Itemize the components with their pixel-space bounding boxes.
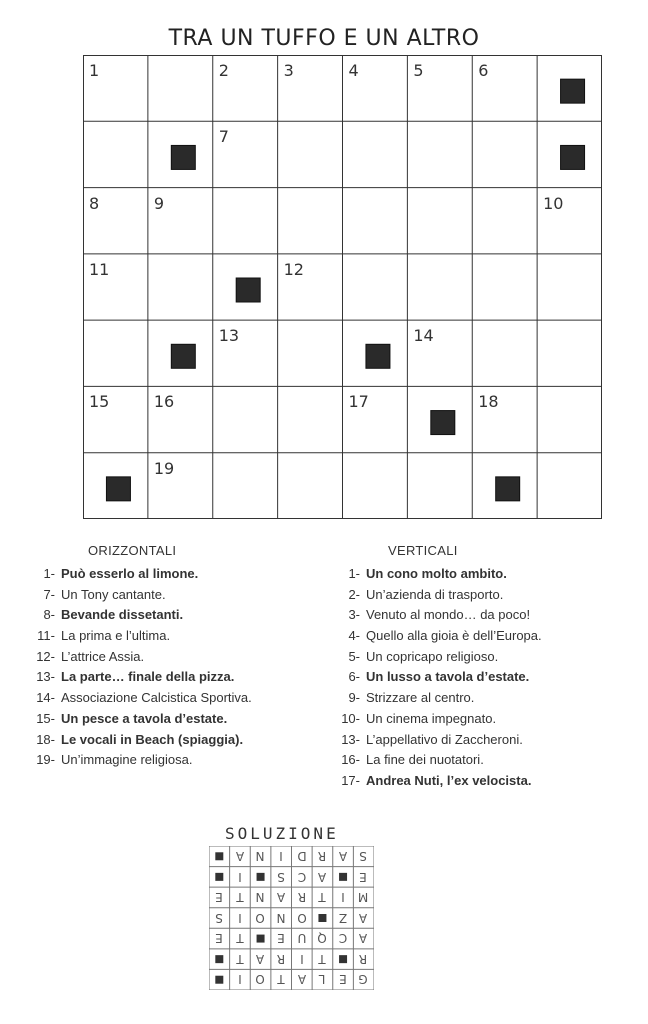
clue-item	[33, 626, 252, 647]
solution-letter: T	[277, 972, 285, 987]
cell-number: 18	[478, 392, 499, 412]
clue-text: Può esserlo al limone.	[61, 566, 199, 581]
solution-letter: I	[237, 972, 242, 987]
solution-black-square	[318, 914, 326, 922]
clue-text: La parte… finale della pizza.	[61, 669, 235, 685]
clue-item	[330, 626, 542, 647]
clue-number: 13-	[341, 731, 360, 747]
solution-letter: R	[297, 890, 306, 905]
cell-number: 8	[89, 193, 100, 213]
solution-letter: E	[277, 931, 285, 946]
cell-number: 7	[218, 127, 229, 147]
solution-letter: L	[318, 972, 326, 987]
cell-number: 14	[413, 326, 434, 346]
clue-item	[33, 667, 252, 688]
clue-item	[330, 585, 542, 606]
solution-letter: S	[215, 910, 223, 925]
cell-number: 5	[413, 61, 424, 80]
solution-letter: S	[359, 849, 368, 863]
clue-item	[330, 667, 542, 688]
solution-letter: A	[256, 951, 265, 966]
clue-number: 17-	[341, 772, 360, 788]
crossword-grid-lines	[83, 55, 602, 519]
clue-text: Associazione Calcistica Sportiva.	[61, 690, 252, 706]
solution-black-square	[257, 873, 265, 881]
solution-letter: G	[358, 972, 369, 987]
solution-letter: I	[299, 951, 304, 966]
solution-letter: E	[215, 890, 223, 905]
cell-number: 11	[89, 259, 110, 279]
clue-text: Venuto al mondo… da poco!	[366, 607, 531, 623]
solution-letter: C	[297, 869, 306, 884]
clue-number: 8-	[43, 607, 55, 623]
clue-item	[33, 647, 252, 668]
clue-item	[33, 709, 252, 730]
solution-letter: R	[359, 951, 368, 966]
clue-number: 1-	[43, 566, 55, 581]
clue-number: 16-	[341, 752, 360, 768]
cell-number: 4	[348, 61, 359, 80]
clue-number: 3-	[348, 607, 360, 623]
clue-number: 12-	[36, 648, 55, 664]
down-clues	[330, 543, 542, 792]
clue-text: Andrea Nuti, l’ex velocista.	[366, 772, 532, 788]
solution-letter: T	[235, 890, 244, 905]
clue-item	[330, 709, 542, 730]
black-square	[366, 344, 390, 368]
clue-item	[33, 605, 252, 626]
clue-number: 19-	[36, 752, 55, 768]
clue-number: 14-	[36, 690, 55, 706]
solution-letter: U	[297, 931, 306, 946]
cell-number: 1	[89, 61, 100, 80]
solution-letter: A	[359, 910, 368, 925]
solution-letter: I	[237, 910, 242, 925]
solution-black-square	[215, 852, 223, 860]
clue-number: 6-	[348, 669, 360, 685]
cell-number: 13	[218, 326, 240, 346]
black-square	[106, 477, 130, 501]
across-clues	[33, 543, 252, 771]
across-heading: ORIZZONTALI	[88, 543, 177, 558]
cell-number: 6	[478, 61, 489, 80]
solution-black-square	[339, 955, 347, 963]
clue-item	[330, 730, 542, 751]
clue-item	[33, 585, 252, 606]
clue-item	[33, 688, 252, 709]
clue-text: Un Tony cantante.	[61, 586, 166, 602]
solution-letter: I	[279, 849, 283, 863]
black-square	[236, 278, 260, 302]
solution-black-square	[257, 935, 265, 943]
black-square	[496, 477, 520, 501]
solution-letter: E	[338, 972, 347, 987]
solution-letter: N	[276, 910, 286, 925]
clue-text: Un’azienda di trasporto.	[366, 586, 504, 602]
solution-letter: I	[237, 869, 242, 884]
solution-letter: A	[338, 849, 347, 863]
clue-text: La fine dei nuotatori.	[366, 752, 484, 768]
clue-number: 2-	[348, 586, 360, 602]
solution-letter: Q	[317, 931, 327, 946]
solution-black-square	[215, 976, 223, 984]
solution-title: SOLUZIONE	[225, 824, 339, 843]
clue-text: Le vocali in Beach (spiaggia).	[61, 731, 244, 747]
solution-letter: A	[235, 849, 244, 863]
clue-text: Bevande dissetanti.	[61, 607, 184, 623]
clue-text: La prima e l’ultima.	[61, 628, 171, 644]
solution-black-square	[215, 955, 223, 963]
clue-item	[330, 647, 542, 668]
black-square	[171, 145, 195, 169]
cell-number: 2	[218, 61, 229, 80]
clue-item	[330, 750, 542, 771]
solution-black-square	[215, 873, 223, 881]
solution-letter: T	[318, 890, 326, 905]
solution-letter: N	[255, 849, 265, 863]
clue-item	[330, 688, 542, 709]
solution-letter: C	[338, 931, 347, 946]
clue-number: 11-	[37, 628, 55, 644]
solution-letter: A	[359, 931, 368, 946]
clue-number: 1-	[348, 566, 360, 581]
solution-letter: R	[317, 849, 327, 863]
solution-letter: A	[297, 972, 306, 987]
solution-letter: O	[255, 972, 265, 987]
clue-item	[33, 730, 252, 751]
clue-number: 10-	[341, 710, 360, 726]
clue-number: 4-	[348, 628, 360, 644]
solution-letter: I	[340, 890, 345, 905]
black-square	[561, 145, 585, 169]
clue-item	[330, 771, 542, 792]
clue-text: Un lusso a tavola d’estate.	[366, 669, 530, 685]
clue-item	[330, 564, 542, 585]
solution-letter: N	[255, 890, 265, 905]
black-square	[171, 344, 195, 368]
solution-letter: T	[318, 951, 326, 966]
solution-grid	[209, 846, 374, 990]
solution-letter: E	[359, 869, 368, 884]
clue-text: L’attrice Assia.	[61, 648, 145, 664]
solution-letter: R	[276, 951, 286, 966]
cell-number: 19	[153, 458, 175, 478]
solution-letter: M	[358, 890, 369, 905]
clue-number: 18-	[36, 731, 55, 747]
down-heading: VERTICALI	[388, 543, 458, 558]
clue-number: 13-	[36, 669, 55, 685]
solution-letter: O	[296, 910, 307, 925]
clue-number: 7-	[43, 586, 55, 602]
crossword-grid	[83, 55, 602, 519]
solution-letter: T	[235, 931, 244, 946]
clue-text: Un cono molto ambito.	[366, 566, 507, 581]
solution-letter: O	[255, 910, 265, 925]
cell-number: 3	[283, 61, 294, 80]
solution-letter: D	[296, 849, 307, 863]
cell-number: 12	[283, 259, 304, 279]
cell-number: 17	[348, 392, 369, 412]
clue-item	[330, 605, 542, 626]
clue-number: 15-	[36, 710, 55, 726]
solution-letter: A	[318, 869, 327, 884]
cell-number: 10	[543, 193, 564, 213]
clue-text: Un pesce a tavola d’estate.	[61, 710, 228, 726]
black-square	[561, 79, 585, 103]
clue-number: 5-	[348, 648, 360, 664]
clue-text: Strizzare al centro.	[366, 690, 475, 706]
black-square	[431, 411, 455, 435]
clue-text: Quello alla gioia è dell’Europa.	[366, 628, 542, 644]
cell-number: 16	[153, 392, 175, 412]
clue-item	[33, 564, 252, 585]
solution-letter: S	[277, 869, 285, 884]
cell-number: 9	[153, 193, 165, 213]
clue-text: Un copricapo religioso.	[366, 648, 499, 664]
puzzle-title: TRA UN TUFFO E UN ALTRO	[168, 26, 480, 51]
clue-number: 9-	[348, 690, 360, 706]
solution-black-square	[339, 873, 347, 881]
solution-letter: A	[276, 890, 285, 905]
solution-letter: E	[215, 931, 223, 946]
solution-letter: Z	[338, 910, 347, 925]
solution-letter: T	[235, 951, 244, 966]
clue-text: L’appellativo di Zaccheroni.	[366, 731, 523, 747]
cell-number: 15	[89, 392, 110, 412]
clue-item	[33, 750, 252, 771]
clue-text: Un cinema impegnato.	[366, 710, 497, 726]
clue-text: Un’immagine religiosa.	[61, 752, 193, 768]
